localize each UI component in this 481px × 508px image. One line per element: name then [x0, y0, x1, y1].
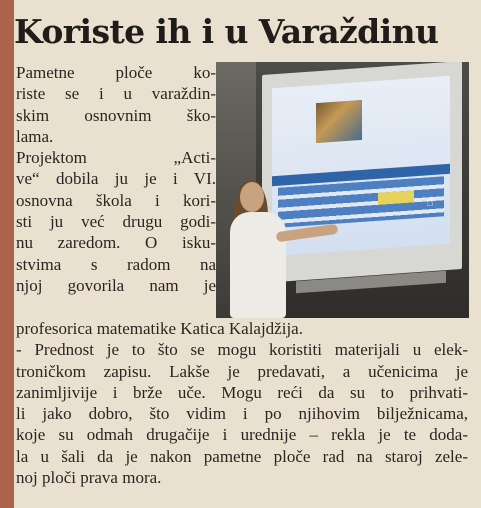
screen-picture — [316, 100, 362, 143]
text-line: osnovna škola i kori- — [16, 190, 216, 210]
text-line: koje su odmah drugačije i urednije – rekla je te doda- — [16, 425, 468, 445]
text-line: stvima s radom na — [16, 254, 216, 274]
text-line: troničkom zapisu. Lakše je predavati, a učenicima je — [16, 361, 468, 381]
text-line: - Prednost je to što se mogu koristiti materijali u elek- — [16, 340, 468, 360]
text-line: ve“ dobila ju je i VI. — [16, 169, 216, 189]
text-line: noj ploči prava mora. — [16, 468, 162, 488]
classroom-photo — [216, 62, 469, 318]
text-line: li jako dobro, što vidim i po njihovim bilježnicama, — [16, 404, 468, 424]
text-line: sti ju već drugu godi- — [16, 212, 216, 232]
headline: Koriste ih i u Varaždinu — [14, 12, 439, 51]
full-width-text — [16, 318, 468, 488]
text-line: njoj govorila nam je — [16, 275, 216, 295]
accent-rule — [0, 0, 14, 508]
student-head — [240, 182, 264, 212]
hand-cursor-icon: ☝ — [426, 195, 434, 210]
text-line: la u šali da je nakon pametne ploče rad na staroj zele- — [16, 446, 468, 466]
text-line: Projektom „Acti- — [16, 148, 216, 168]
screen-highlight — [378, 190, 414, 205]
text-line: nu zaredom. O isku- — [16, 233, 216, 253]
text-line: riste se i u varaždin- — [16, 84, 216, 104]
text-line: skim osnovnim ško- — [16, 105, 216, 125]
text-line: zanimljivije i brže uče. Mogu reći da su to prihvati- — [16, 382, 468, 402]
text-line: lama. — [16, 126, 54, 146]
text-line: profesorica matematike Katica Kalajdžija. — [16, 319, 303, 338]
student-body — [230, 212, 286, 318]
column-text — [16, 62, 216, 296]
text-line: Pametne ploče ko- — [16, 63, 216, 82]
